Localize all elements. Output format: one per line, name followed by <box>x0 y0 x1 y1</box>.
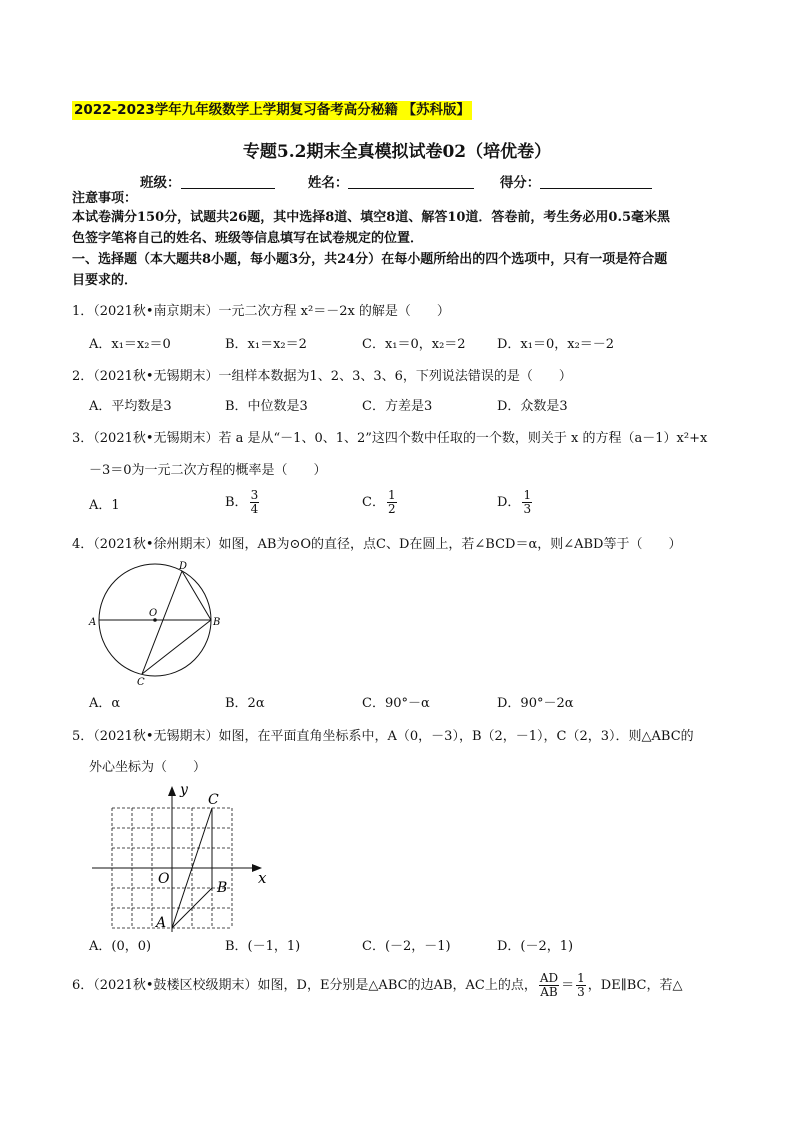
label-d: D <box>179 561 188 572</box>
q5-option-b: B．(－1，1) <box>225 939 301 954</box>
label-o: O <box>158 871 170 887</box>
label-b: B <box>213 617 221 628</box>
chord-db <box>182 571 211 620</box>
q6-fraction-one-third <box>576 972 586 999</box>
q4-circle-figure <box>86 558 226 686</box>
q2-option-a: A．平均数是3 <box>89 399 172 414</box>
q3-option-d <box>497 489 534 516</box>
name-blank <box>348 174 474 189</box>
q6-fraction-ad-ab <box>539 972 559 999</box>
notice-heading: 注意事项： <box>72 191 138 206</box>
q2-option-d: D．众数是3 <box>497 399 568 414</box>
q2-option-c: C．方差是3 <box>362 399 433 414</box>
page-title: 专题5.2期末全真模拟试卷02（培优卷） <box>242 142 552 162</box>
question-3-stem-1: 3．（2021秋•无锡期末）若 a 是从“－1、0、1、2”这四个数中任取的一个数，则关于 x 的方程（a－1）x²+x <box>72 431 708 446</box>
fraction-numerator: 3 <box>250 488 259 502</box>
fraction-denominator: 2 <box>387 502 396 516</box>
q3-option-c-fraction <box>387 489 397 516</box>
q3-option-b-fraction <box>250 489 260 516</box>
q3-option-c <box>362 489 399 516</box>
label-b: B <box>217 880 228 896</box>
q6-stem-suffix: ，DE∥BC，若△ <box>587 978 683 993</box>
q2-option-b: B．中位数是3 <box>225 399 308 414</box>
q3-option-d-fraction <box>522 489 532 516</box>
fraction-numerator: 1 <box>387 488 396 502</box>
notice-line-2: 色签字笔将自己的姓名、班级等信息填写在试卷规定的位置． <box>72 231 424 246</box>
q3-option-d-prefix: D． <box>497 495 521 510</box>
fraction-denominator: AB <box>540 985 558 999</box>
q1-option-b: B．x₁＝x₂＝2 <box>225 337 307 352</box>
series-banner: 2022-2023学年九年级数学上学期复习备考高分秘籍 【苏科版】 <box>74 102 470 118</box>
score-blank <box>540 174 652 189</box>
q3-option-b-prefix: B． <box>225 495 248 510</box>
question-2-stem: 2．（2021秋•无锡期末）一组样本数据为1、2、3、3、6，下列说法错误的是（ ） <box>72 369 572 384</box>
q5-option-a: A．(0，0) <box>89 939 152 954</box>
question-3-stem-2: －3＝0为一元二次方程的概率是（ ） <box>89 463 327 478</box>
q6-stem-prefix: 6．（2021秋•鼓楼区校级期末）如图，D，E分别是△ABC的边AB，AC上的点， <box>72 978 537 993</box>
fraction-denominator: 3 <box>577 985 585 999</box>
name-label: 姓名： <box>307 175 349 191</box>
label-o: O <box>149 608 158 619</box>
q4-option-b: B．2α <box>225 696 265 711</box>
fraction-numerator: 1 <box>523 488 532 502</box>
fraction-denominator: 3 <box>523 502 532 516</box>
question-6-stem <box>72 972 682 999</box>
q6-equals: ＝ <box>561 978 575 993</box>
question-5-stem-2: 外心坐标为（ ） <box>89 760 207 775</box>
q1-option-a: A．x₁＝x₂＝0 <box>89 337 171 352</box>
notice-line-1: 本试卷满分150分，试题共26题，其中选择8道、填空8道、解答10道．答卷前，考生务必用0.5毫米黑 <box>72 210 671 225</box>
q5-option-c: C．(－2，－1) <box>362 939 451 954</box>
q3-option-b <box>225 489 261 516</box>
label-y: y <box>180 782 188 798</box>
section1-heading-row <box>72 251 667 269</box>
q4-option-c: C．90°－α <box>362 696 430 711</box>
section1-desc-1: 在每小题所给出的四个选项中，只有一项是符合题 <box>381 252 668 267</box>
class-blank <box>181 174 275 189</box>
fraction-numerator: 1 <box>577 971 585 985</box>
q5-option-d: D．(－2，1) <box>497 939 574 954</box>
y-axis-arrow <box>168 786 176 796</box>
student-info-row <box>140 171 652 191</box>
section1-desc-2: 目要求的． <box>72 273 138 288</box>
section1-heading: 一、选择题（本大题共8小题，每小题3分，共24分） <box>72 252 382 267</box>
q1-option-c: C．x₁＝0，x₂＝2 <box>362 337 466 352</box>
q4-option-a: A．α <box>89 696 121 711</box>
label-a: A <box>156 915 167 931</box>
fraction-numerator: AD <box>539 971 559 985</box>
question-5-stem-1: 5．（2021秋•无锡期末）如图，在平面直角坐标系中，A（0，－3），B（2，－1），C（2，3）．则△ABC的 <box>72 729 694 744</box>
score-label: 得分： <box>499 175 541 191</box>
q4-option-d: D．90°－2α <box>497 696 574 711</box>
q3-option-a: A．1 <box>89 498 120 513</box>
label-c: C <box>137 677 145 686</box>
class-label: 班级： <box>140 175 181 191</box>
q5-coordinate-figure <box>86 782 286 934</box>
fraction-denominator: 4 <box>250 502 259 516</box>
question-1-stem: 1．（2021秋•南京期末）一元二次方程 x²＝－2x 的解是（ ） <box>72 304 450 319</box>
label-c: C <box>208 792 219 808</box>
q1-option-d: D．x₁＝0，x₂＝－2 <box>497 337 615 352</box>
label-a: A <box>89 617 97 628</box>
question-4-stem: 4．（2021秋•徐州期末）如图，AB为⊙O的直径，点C、D在圆上，若∠BCD＝α，则∠ABD等于（ ） <box>72 537 682 552</box>
q3-option-c-prefix: C． <box>362 495 385 510</box>
label-x: x <box>258 869 267 887</box>
